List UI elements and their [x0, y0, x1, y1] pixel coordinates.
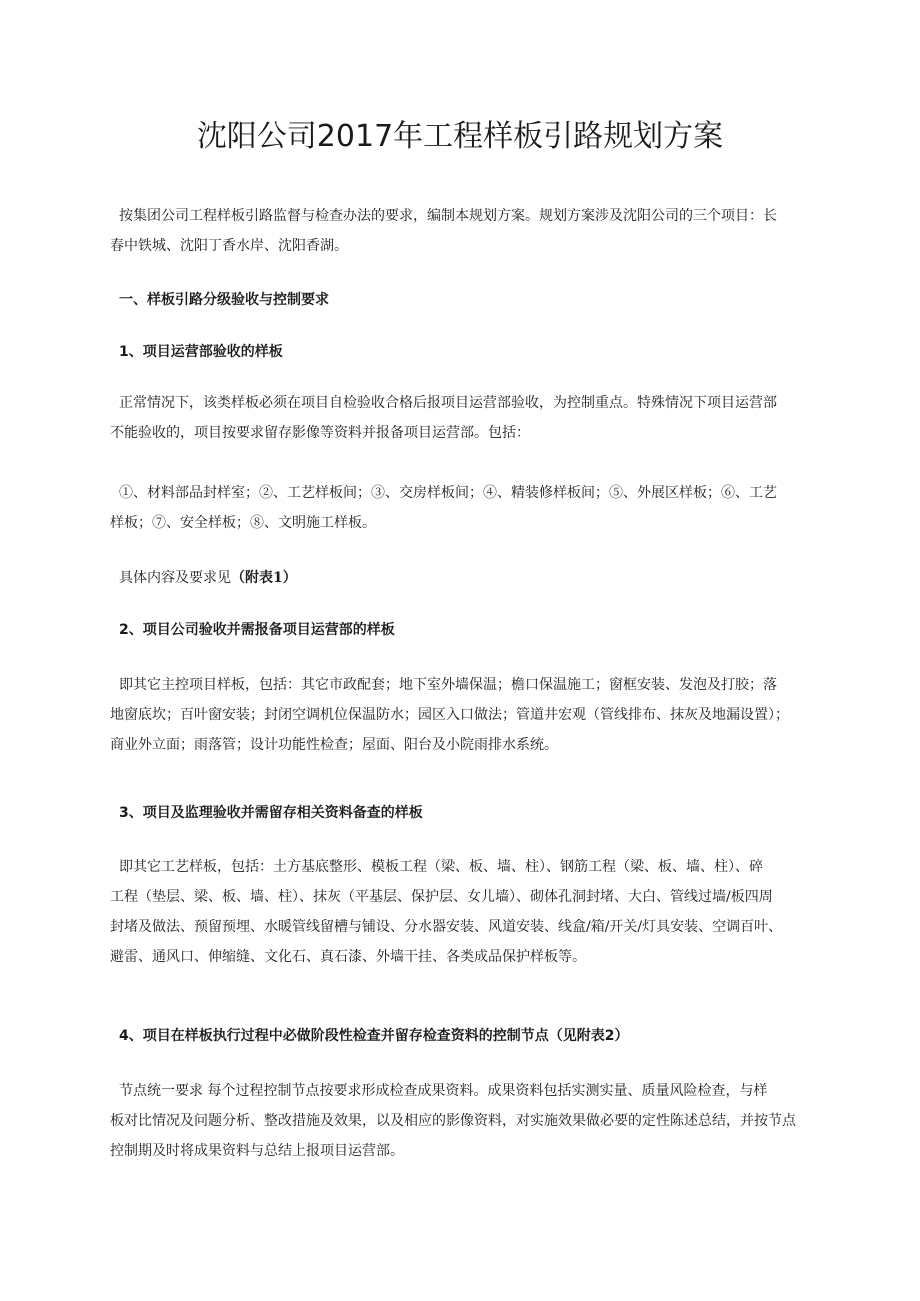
- paragraph-line: 正常情况下，该类样板必须在项目自检验收合格后报项目运营部验收，为控制重点。特殊情况下项目运营部: [119, 395, 777, 411]
- paragraph-line: 板对比情况及问题分析、整改措施及效果，以及相应的影像资料，对实施效果做必要的定性陈述总结，并按节点: [110, 1113, 796, 1129]
- intro-line: 春中铁城、沈阳丁香水岸、沈阳香湖。: [110, 238, 348, 254]
- paragraph-line: 即其它工艺样板，包括：土方基底整形、模板工程（梁、板、墙、柱）、钢筋工程（梁、板、墙、柱）、碎: [119, 859, 763, 875]
- intro-line: 按集团公司工程样板引路监督与检查办法的要求，编制本规划方案。规划方案涉及沈阳公司的三个项目：长: [119, 208, 777, 224]
- subsection-2-paragraph: [110, 670, 840, 760]
- paragraph-line: 地窗底坎；百叶窗安装；封闭空调机位保温防水；园区入口做法；管道井宏观（管线排布、抹灰及地漏设置）；: [110, 707, 789, 723]
- paragraph-line: 节点统一要求 每个过程控制节点按要求形成检查成果资料。成果资料包括实测实量、质量风险检查，与样: [119, 1083, 768, 1099]
- document-title: 沈阳公司2017年工程样板引路规划方案: [196, 119, 724, 154]
- paragraph-line: 封堵及做法、预留预埋、水暖管线留槽与铺设、分水器安装、风道安装、线盒/箱/开关/灯具安装、空调百叶、: [110, 919, 783, 935]
- intro-paragraph: [110, 201, 840, 261]
- section-1-heading: 一、样板引路分级验收与控制要求: [119, 292, 329, 308]
- subsection-3-heading: 3、项目及监理验收并需留存相关资料备查的样板: [119, 805, 423, 821]
- paragraph-line: 工程（垫层、梁、板、墙、柱）、抹灰（平基层、保护层、女儿墙）、砌体孔洞封堵、大白、管线过墙/板四周: [110, 889, 773, 905]
- subsection-1-heading: 1、项目运营部验收的样板: [119, 344, 283, 360]
- subsection-4-paragraph: [110, 1076, 840, 1166]
- paragraph-line: 避雷、通风口、伸缩缝、文化石、真石漆、外墙干挂、各类成品保护样板等。: [110, 949, 586, 965]
- list-line: ①、材料部品封样室；②、工艺样板间；③、交房样板间；④、精装修样板间；⑤、外展区样板；⑥、工艺: [119, 485, 777, 501]
- subsection-3-paragraph: [110, 852, 840, 972]
- list-line: 样板；⑦、安全样板；⑧、文明施工样板。: [110, 515, 376, 531]
- paragraph-line: 不能验收的，项目按要求留存影像等资料并报备项目运营部。包括：: [110, 425, 530, 441]
- paragraph-line: 商业外立面；雨落管；设计功能性检查；屋面、阳台及小院雨排水系统。: [110, 737, 558, 753]
- appendix-1-ref: （附表1）: [231, 570, 297, 586]
- subsection-4-heading: 4、项目在样板执行过程中必做阶段性检查并留存检查资料的控制节点（见附表2）: [119, 1028, 629, 1044]
- reference-text: 具体内容及要求见: [119, 570, 231, 586]
- subsection-1-paragraph: [110, 388, 840, 448]
- reference-line: [110, 563, 840, 593]
- subsection-2-heading: 2、项目公司验收并需报备项目运营部的样板: [119, 622, 395, 638]
- subsection-1-list: [110, 478, 840, 538]
- subsection-1-reference: [110, 563, 840, 593]
- paragraph-line: 控制期及时将成果资料与总结上报项目运营部。: [110, 1143, 404, 1159]
- paragraph-line: 即其它主控项目样板，包括：其它市政配套；地下室外墙保温；檐口保温施工；窗框安装、发泡及打胶；落: [119, 677, 777, 693]
